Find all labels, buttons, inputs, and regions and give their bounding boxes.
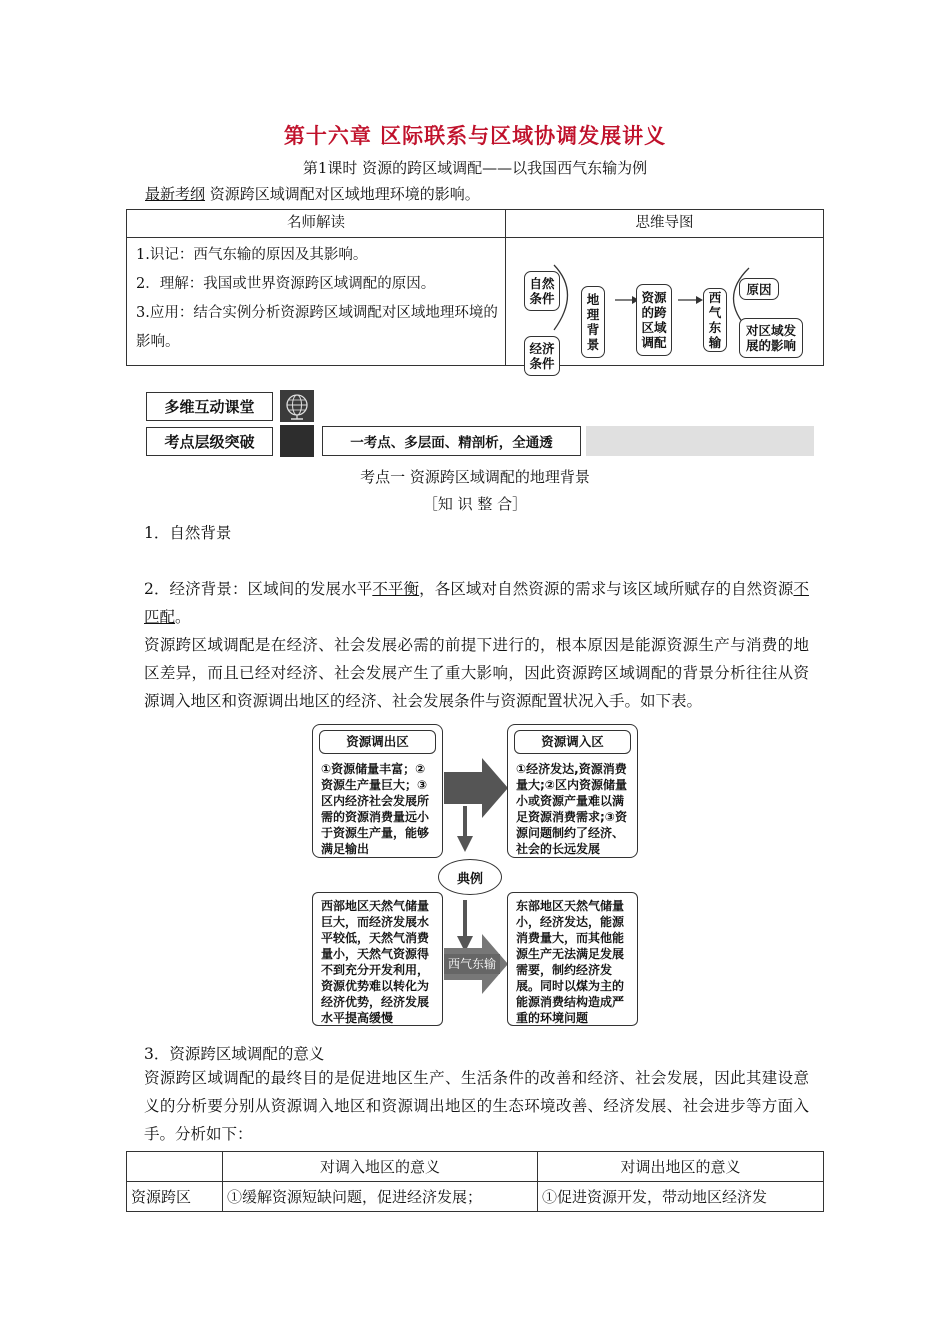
import-region-title: 资源调入区	[514, 730, 631, 754]
underline-unbalanced: 不平衡	[372, 580, 420, 598]
mindmap-background: 地理背景	[581, 286, 605, 358]
col-header-import: 对调入地区的意义	[223, 1152, 538, 1182]
gray-strip	[586, 426, 814, 456]
west-body: 西部地区天然气储量巨大，而经济发展水平较低，天然气消费量小，天然气资源得不到充分开发利用，资源优势难以转化为经济优势，经济发展水平提高缓慢	[321, 899, 430, 1025]
export-significance: ①促进资源开发，带动地区经济发	[538, 1182, 824, 1212]
box-east	[507, 892, 638, 1026]
outline-text: 资源跨区域调配对区域地理环境的影响。	[205, 185, 480, 203]
box-west	[312, 892, 443, 1026]
significance-table	[126, 1151, 824, 1212]
mindmap-economic: 经济条件	[524, 336, 560, 376]
mindmap-center: 资源的跨区域调配	[636, 284, 672, 356]
significance-heading: 3．资源跨区域调配的意义	[144, 1045, 325, 1063]
col-header-teacher: 名师解读	[127, 210, 506, 238]
note-item: 1.识记：西气东输的原因及其影响。	[136, 247, 368, 263]
mindmap-example: 西气东输	[703, 288, 727, 352]
significance-paragraph: 资源跨区域调配的最终目的是促进地区生产、生活条件的改善和经济、社会发展，因此其建设意义的分析要分别从资源调入地区和资源调出地区的生态环境改善、经济发展、社会进步等方面入手。分析如下：	[144, 1069, 809, 1143]
row-label: 资源跨区	[127, 1182, 223, 1212]
export-region-body: ①资源储量丰富；②资源生产量巨大；③区内经济社会发展所需的资源消费量远小于资源生产量，能够满足输出	[321, 762, 430, 856]
col-header-export: 对调出地区的意义	[538, 1152, 824, 1182]
example-oval: 典例	[438, 859, 502, 895]
box-import-region	[507, 724, 638, 858]
west-east-gas-label: 西气东输	[444, 954, 500, 974]
banner-classroom: 多维互动课堂	[146, 392, 273, 421]
mindmap-cell	[506, 238, 824, 371]
banner-slogan: 一考点、多层面、精剖析，全通透	[322, 426, 581, 456]
table-corner	[127, 1152, 223, 1182]
knowledge-heading: ［知 识 整 合］	[422, 495, 528, 513]
underline-mismatch: 不匹配	[144, 580, 809, 626]
import-region-body: ①经济发达,资源消费量大;②区内资源储量小或资源产量难以满足资源消费需求;③资源问题制约了经济、社会的长远发展	[516, 762, 627, 856]
box-export-region	[312, 724, 443, 858]
background-paragraph: 资源跨区域调配是在经济、社会发展必需的前提下进行的，根本原因是能源资源生产与消费的地区差异，而且已经对经济、社会发展产生了重大影响，因此资源跨区域调配的背景分析往往从资源调入地区和资源调出地区的经济、社会发展条件与资源配置状况入手。如下表。	[144, 636, 809, 710]
mindmap-natural: 自然条件	[524, 271, 560, 311]
east-body: 东部地区天然气储量小，经济发达，能源消费量大，而其他能源生产无法满足发展需要，制约经济发展。同时以煤为主的能源消费结构造成严重的环境问题	[516, 899, 625, 1025]
lesson-subtitle: 第1课时 资源的跨区域调配——以我国西气东输为例	[302, 159, 648, 177]
mindmap-impact: 对区域发展的影响	[739, 318, 803, 358]
page-title: 第十六章 区际联系与区域协调发展讲义	[283, 124, 667, 148]
teacher-notes	[127, 238, 506, 366]
note-item: 3.应用：结合实例分析资源跨区域调配对区域地理环境的影响。	[136, 305, 498, 350]
dark-block	[280, 425, 314, 457]
outline-line	[145, 183, 480, 204]
globe-icon	[280, 390, 314, 422]
point-economic: 2．经济背景：区域间的发展水平不平衡，各区域对自然资源的需求与该区域所赋存的自然资源不匹配。	[144, 580, 809, 626]
section-heading: 考点一 资源跨区域调配的地理背景	[360, 468, 590, 486]
point-natural: 1．自然背景	[144, 524, 232, 542]
banner-breakthrough: 考点层级突破	[146, 427, 273, 456]
col-header-mindmap: 思维导图	[506, 210, 824, 238]
mindmap-reason: 原因	[739, 278, 779, 300]
export-region-title: 资源调出区	[319, 730, 436, 754]
outline-label: 最新考纲	[145, 185, 206, 203]
import-significance: ①缓解资源短缺问题，促进经济发展；	[223, 1182, 538, 1212]
intro-table	[126, 209, 824, 371]
note-item: 2．理解：我国或世界资源跨区域调配的原因。	[136, 276, 436, 292]
